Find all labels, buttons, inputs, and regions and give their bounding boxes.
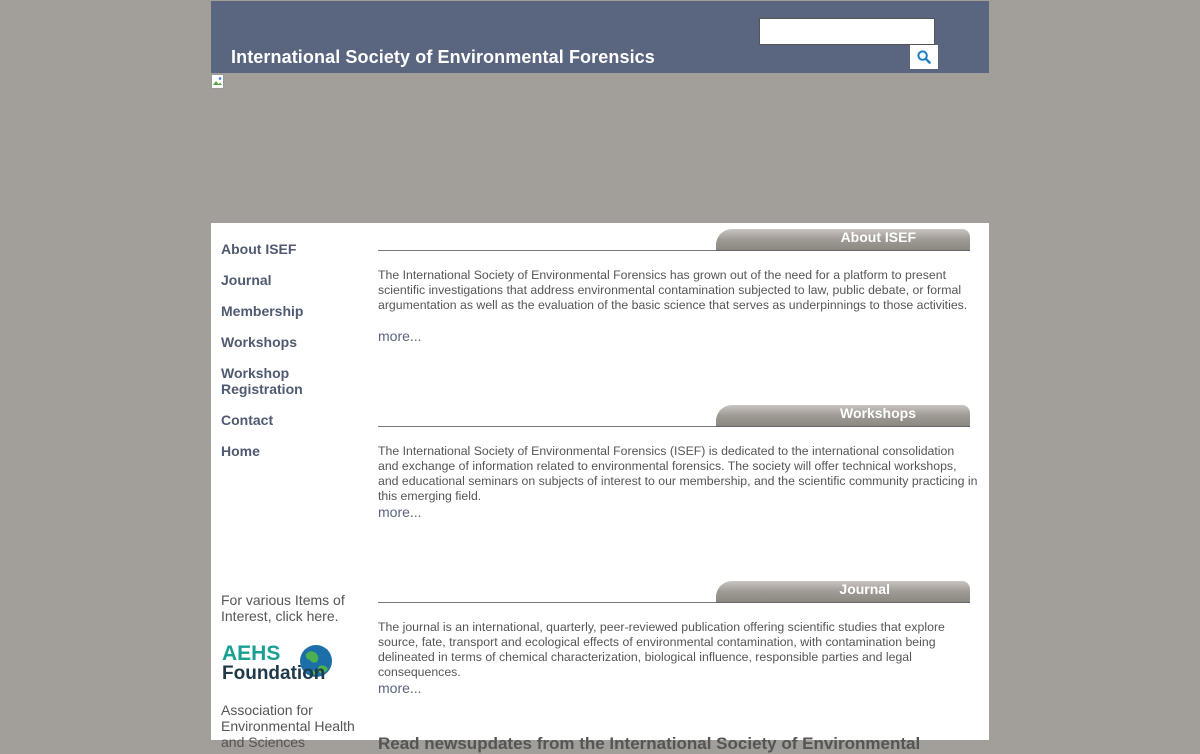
more-link-about[interactable]: more...	[378, 328, 422, 344]
section-title: About ISEF	[840, 229, 916, 245]
nav-item-contact[interactable]: Contact	[221, 412, 274, 428]
search-button[interactable]	[910, 45, 938, 69]
svg-text:AEHS: AEHS	[222, 642, 281, 665]
content-area	[211, 223, 989, 753]
site-header	[211, 1, 989, 73]
search-input[interactable]	[759, 18, 935, 45]
section-tab	[716, 405, 970, 427]
nav-item-journal[interactable]: Journal	[221, 272, 272, 288]
section-tab	[716, 581, 970, 603]
items-of-interest-link[interactable]: For various Items of Interest, click here.	[221, 592, 345, 624]
section-title: Journal	[839, 581, 890, 597]
search-icon	[917, 50, 931, 64]
more-link-workshops[interactable]: more...	[378, 504, 422, 520]
section-title: Workshops	[840, 405, 916, 421]
nav-item-workshop-registration[interactable]: Workshop Registration	[221, 365, 303, 397]
section-text: The journal is an international, quarterly, peer-reviewed publication offering scientific studies that explore source, fate, transport and ecological effects of environmental contamination, with contamination being delineated in terms of chemical characterization, biological influence, responsible parties and legal consequences.	[378, 620, 945, 679]
more-link-journal[interactable]: more...	[378, 680, 422, 696]
section-text: The International Society of Environmental Forensics has grown out of the need for a platform to present scientific investigations that address environmental contamination subjected to law, public debate, or formal argumentation as well as the evaluation of the basic science that serves as underpinnings to those activities.	[378, 268, 968, 312]
section-text: The International Society of Environmental Forensics (ISEF) is dedicated to the international consolidation and exchange of information related to environmental forensics. The society will offer technical workshops, and educational seminars on subjects of interest to our membership, and the scientific community practicing in this emerging field.	[378, 444, 978, 503]
nav-item-home[interactable]: Home	[221, 443, 260, 459]
news-heading: Read newsupdates from the International Society of Environmental	[378, 734, 921, 753]
nav-item-membership[interactable]: Membership	[221, 303, 304, 319]
section-tab	[716, 229, 970, 251]
svg-text:Foundation: Foundation	[222, 663, 326, 684]
nav-item-workshops[interactable]: Workshops	[221, 334, 297, 350]
aehs-caption: Association for Environmental Health and Sciences	[221, 702, 355, 750]
site-title: International Society of Environmental Forensics	[231, 47, 655, 67]
page	[211, 0, 989, 753]
sidebar-nav	[221, 241, 361, 474]
broken-image-icon	[211, 74, 227, 90]
banner	[211, 73, 989, 223]
aehs-foundation-logo[interactable]	[221, 640, 345, 684]
nav-item-about-isef[interactable]: About ISEF	[221, 241, 297, 257]
